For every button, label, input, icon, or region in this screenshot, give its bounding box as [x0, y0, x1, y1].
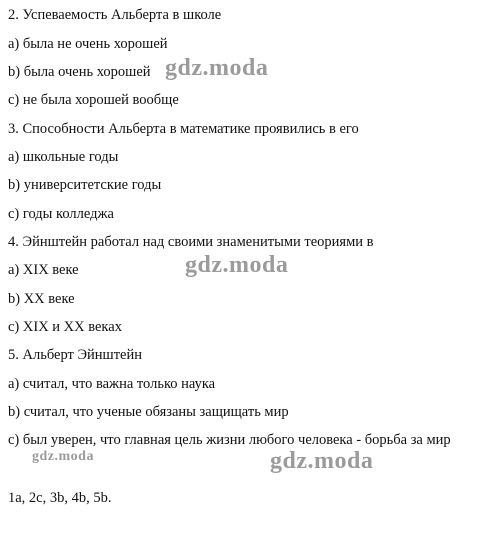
question-5-title: 5. Альберт Эйнштейн: [8, 347, 143, 363]
watermark: gdz.moda: [270, 448, 374, 474]
question-4-option-a: a) XIX веке: [8, 262, 79, 278]
watermark: gdz.moda: [185, 252, 289, 278]
watermark: gdz.moda: [32, 449, 94, 464]
question-3-title: 3. Способности Альберта в математике проявились в его: [8, 121, 359, 137]
question-2-option-b: b) была очень хорошей: [8, 64, 151, 80]
question-5-option-c: c) был уверен, что главная цель жизни любого человека - борьба за мир: [8, 432, 451, 448]
question-4-title: 4. Эйнштейн работал над своими знаменитыми теориями в: [8, 234, 374, 250]
question-3-option-b: b) университетские годы: [8, 177, 162, 193]
question-2-option-c: c) не была хорошей вообще: [8, 92, 179, 108]
question-5-option-a: a) считал, что важна только наука: [8, 376, 216, 392]
watermark: gdz.moda: [165, 55, 269, 81]
answer-key: 1a, 2c, 3b, 4b, 5b.: [8, 490, 112, 506]
question-3-option-a: a) школьные годы: [8, 149, 119, 165]
question-4-option-c: c) XIX и XX веках: [8, 319, 122, 335]
question-2-option-a: a) была не очень хорошей: [8, 36, 168, 52]
question-2-title: 2. Успеваемость Альберта в школе: [8, 7, 222, 23]
question-5-option-b: b) считал, что ученые обязаны защищать мир: [8, 404, 289, 420]
question-3-option-c: c) годы колледжа: [8, 206, 114, 222]
question-4-option-b: b) XX веке: [8, 291, 75, 307]
